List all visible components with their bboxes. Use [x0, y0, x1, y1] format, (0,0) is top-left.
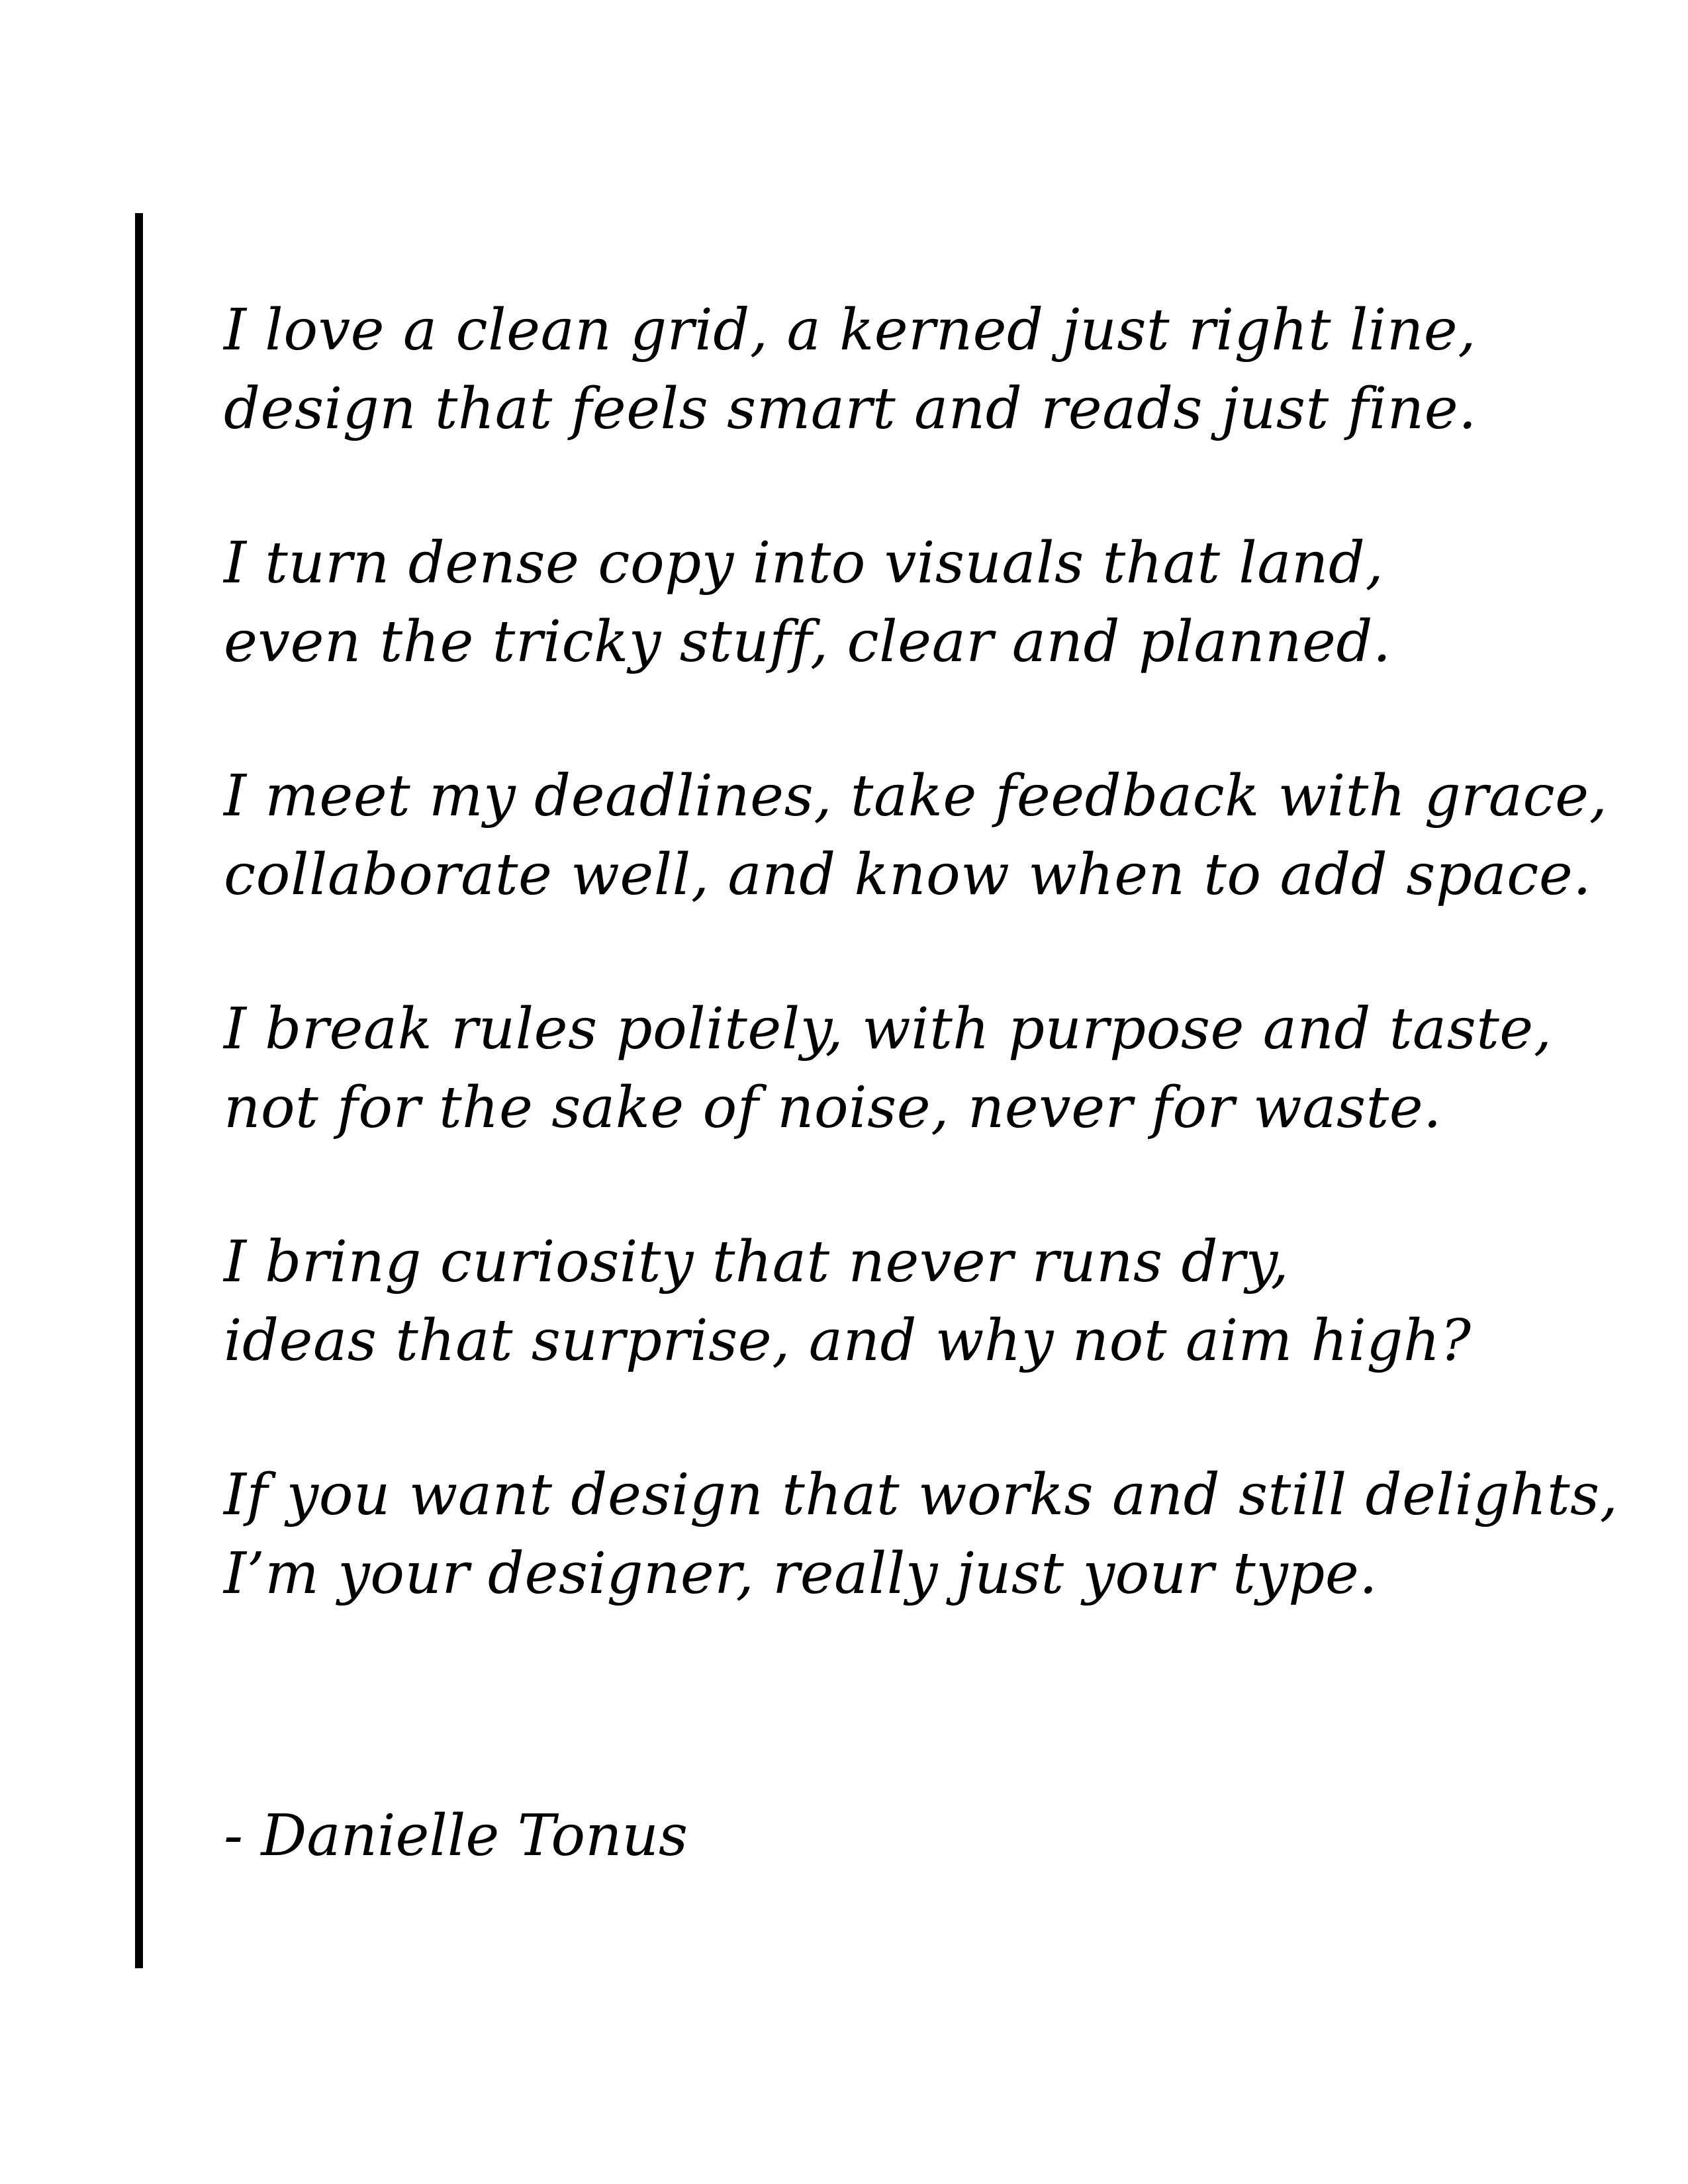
- poem-line: ideas that surprise, and why not aim high?: [224, 1308, 1472, 1374]
- poem-line: collaborate well, and know when to add space.: [224, 842, 1592, 908]
- poem-line: I love a clean grid, a kerned just right line,: [224, 297, 1477, 363]
- poem-line: even the tricky stuff, clear and planned.: [224, 609, 1391, 675]
- stanza-2: [224, 524, 1581, 682]
- stanza-6: [224, 1456, 1618, 1614]
- stanza-3: [224, 757, 1608, 915]
- poem-body: [224, 291, 1618, 1689]
- poem-line: I turn dense copy into visuals that land,: [224, 530, 1384, 596]
- poem-line: I’m your designer, really just your type.: [224, 1541, 1378, 1607]
- poem-line: design that feels smart and reads just fine.: [224, 376, 1477, 442]
- stanza-4: [224, 990, 1581, 1148]
- poem-line: I break rules politely, with purpose and taste,: [224, 996, 1552, 1062]
- poem-line: I meet my deadlines, take feedback with grace,: [224, 763, 1608, 829]
- stanza-1: [224, 291, 1581, 449]
- poem-line: I bring curiosity that never runs dry,: [224, 1229, 1289, 1295]
- vertical-rule: [135, 213, 143, 1968]
- stanza-5: [224, 1223, 1581, 1381]
- author-signature: - Danielle Tonus: [224, 1803, 688, 1869]
- poem-line: not for the sake of noise, never for waste.: [224, 1075, 1442, 1141]
- poem-line: If you want design that works and still delights,: [224, 1462, 1618, 1528]
